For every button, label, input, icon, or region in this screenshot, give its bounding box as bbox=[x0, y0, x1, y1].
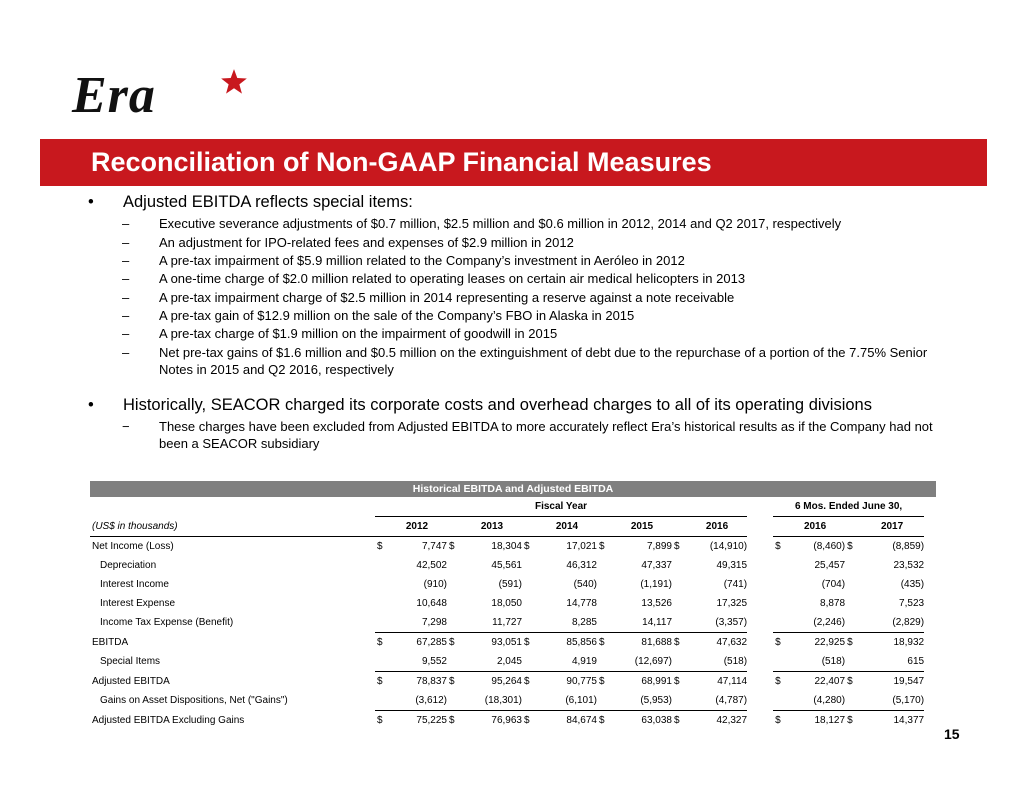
table-cell: (3,357) bbox=[715, 617, 748, 628]
dollar-sign bbox=[672, 691, 687, 711]
six-months-header: 6 Mos. Ended June 30, bbox=[773, 497, 924, 517]
bullet-text: Historically, SEACOR charged its corporate costs and overhead charges to all of its operating divisions bbox=[123, 396, 872, 414]
table-cell: 13,526 bbox=[641, 598, 672, 609]
dollar-sign: $ bbox=[672, 633, 687, 653]
dollar-sign: $ bbox=[845, 633, 860, 653]
era-logo-text: Era bbox=[72, 67, 156, 124]
table-cell: 22,407 bbox=[785, 672, 845, 692]
table-cell: 63,038 bbox=[612, 711, 672, 731]
table-cell: 14,377 bbox=[860, 711, 924, 731]
table-row bbox=[90, 537, 936, 557]
table-cell: (4,787) bbox=[715, 695, 748, 706]
dollar-sign bbox=[672, 652, 687, 672]
row-label: Special Items bbox=[100, 656, 161, 668]
sub-bullet-text: An adjustment for IPO-related fees and expenses of $2.9 million in 2012 bbox=[159, 235, 574, 250]
sub-bullet-text: Executive severance adjustments of $0.7 million, $2.5 million and $0.6 million in 2012, 2014 and Q2 2017, respectively bbox=[159, 216, 842, 231]
column-gap bbox=[747, 556, 773, 575]
sub-bullet-dash: − bbox=[122, 419, 130, 434]
dollar-sign: $ bbox=[524, 541, 530, 552]
table-cell: 18,932 bbox=[860, 633, 924, 653]
column-gap bbox=[924, 633, 936, 653]
sub-bullet-dash: – bbox=[122, 271, 130, 286]
table-cell: 95,264 bbox=[462, 672, 522, 692]
table-row bbox=[90, 652, 936, 672]
dollar-sign: $ bbox=[522, 711, 537, 731]
half-year-header: 2017 bbox=[860, 517, 924, 537]
dollar-sign: $ bbox=[773, 711, 785, 731]
dollar-sign bbox=[672, 556, 687, 575]
row-label: Gains on Asset Dispositions, Net ("Gains") bbox=[100, 695, 288, 707]
year-header: 2012 bbox=[387, 517, 447, 537]
table-cell: 8,878 bbox=[820, 598, 846, 609]
table-cell: 7,747 bbox=[421, 541, 447, 552]
dollar-sign bbox=[672, 575, 687, 594]
sub-bullet-text: Net pre-tax gains of $1.6 million and $0.5 million on the extinguishment of debt due to the repurchase of a portion of the 7.75% Senior Notes in 2015 and Q2 2016, respectively bbox=[159, 345, 928, 377]
table-title: Historical EBITDA and Adjusted EBITDA bbox=[90, 481, 936, 497]
table-cell: 22,925 bbox=[785, 633, 845, 653]
table-cell: (1,191) bbox=[640, 579, 672, 590]
ebitda-table bbox=[90, 481, 936, 730]
table-cell: 18,127 bbox=[785, 711, 845, 731]
row-label: EBITDA bbox=[92, 636, 129, 648]
table-cell: 25,457 bbox=[814, 560, 846, 571]
dollar-sign bbox=[597, 575, 612, 594]
dollar-sign: $ bbox=[522, 672, 537, 692]
row-label: Adjusted EBITDA Excluding Gains bbox=[92, 714, 245, 726]
dollar-sign: $ bbox=[674, 541, 680, 552]
dollar-sign: $ bbox=[845, 672, 860, 692]
table-cell: (2,246) bbox=[813, 617, 846, 628]
column-gap bbox=[924, 556, 936, 575]
sub-bullet-dash: – bbox=[122, 345, 130, 360]
dollar-sign: $ bbox=[773, 633, 785, 653]
dollar-sign bbox=[375, 691, 387, 711]
dollar-sign bbox=[845, 613, 860, 633]
half-year-header: 2016 bbox=[785, 517, 845, 537]
sub-bullet-dash: – bbox=[122, 235, 130, 250]
table-cell: (8,460) bbox=[813, 541, 846, 552]
column-gap bbox=[924, 594, 936, 613]
bullet-dot: • bbox=[88, 193, 94, 211]
table-cell: 11,727 bbox=[492, 617, 522, 628]
dollar-sign bbox=[522, 652, 537, 672]
table-cell: 9,552 bbox=[421, 656, 447, 667]
column-gap bbox=[747, 691, 773, 711]
table-header-row bbox=[90, 497, 936, 517]
dollar-sign: $ bbox=[845, 711, 860, 731]
dollar-sign bbox=[375, 613, 387, 633]
dollar-sign: $ bbox=[847, 541, 853, 552]
table-cell: 90,775 bbox=[537, 672, 597, 692]
page-title: Reconciliation of Non-GAAP Financial Measures bbox=[91, 147, 712, 177]
table-header-row bbox=[90, 517, 936, 537]
column-gap bbox=[924, 691, 936, 711]
dollar-sign bbox=[522, 594, 537, 613]
year-header: 2016 bbox=[687, 517, 747, 537]
year-header: 2014 bbox=[537, 517, 597, 537]
table-cell: 47,114 bbox=[687, 672, 747, 692]
table-cell: (3,612) bbox=[415, 695, 447, 706]
dollar-sign bbox=[447, 652, 462, 672]
dollar-sign bbox=[773, 594, 785, 613]
table-cell: 17,325 bbox=[716, 598, 748, 609]
table-cell: 10,648 bbox=[416, 598, 447, 609]
year-header: 2015 bbox=[612, 517, 672, 537]
table-row bbox=[90, 711, 936, 731]
dollar-sign bbox=[375, 556, 387, 575]
table-cell: 85,856 bbox=[537, 633, 597, 653]
column-gap bbox=[747, 633, 773, 653]
dollar-sign bbox=[522, 613, 537, 633]
dollar-sign: $ bbox=[377, 541, 383, 552]
row-label: Adjusted EBITDA bbox=[92, 675, 170, 687]
table-cell: 45,561 bbox=[491, 560, 522, 571]
table-cell: 47,632 bbox=[687, 633, 747, 653]
table-cell: 49,315 bbox=[716, 560, 748, 571]
dollar-sign bbox=[597, 652, 612, 672]
sub-bullet-dash: – bbox=[122, 326, 130, 341]
dollar-sign bbox=[845, 594, 860, 613]
dollar-sign bbox=[597, 691, 612, 711]
sub-bullet-dash: – bbox=[122, 253, 130, 268]
column-gap bbox=[924, 711, 936, 731]
table-cell: 8,285 bbox=[571, 617, 597, 628]
dollar-sign bbox=[845, 691, 860, 711]
table-cell: (2,829) bbox=[892, 617, 925, 628]
column-gap bbox=[924, 537, 936, 557]
table-cell: (518) bbox=[723, 656, 748, 667]
row-label: Net Income (Loss) bbox=[92, 541, 174, 552]
table-row bbox=[90, 691, 936, 711]
column-gap bbox=[924, 575, 936, 594]
row-label: Depreciation bbox=[100, 560, 157, 571]
era-logo bbox=[72, 66, 252, 126]
table-cell: 76,963 bbox=[462, 711, 522, 731]
dollar-sign bbox=[447, 594, 462, 613]
table-cell: (518) bbox=[821, 656, 846, 667]
dollar-sign bbox=[447, 691, 462, 711]
table-cell: (4,280) bbox=[813, 695, 846, 706]
table-cell: 18,304 bbox=[491, 541, 522, 552]
dollar-sign: $ bbox=[672, 672, 687, 692]
column-gap bbox=[924, 672, 936, 692]
table-cell: (910) bbox=[423, 579, 447, 590]
dollar-sign bbox=[845, 652, 860, 672]
sub-bullet-dash: – bbox=[122, 290, 130, 305]
table-cell: (5,170) bbox=[892, 695, 925, 706]
table-cell: 14,117 bbox=[642, 617, 672, 628]
dollar-sign bbox=[375, 575, 387, 594]
bullet-text: Adjusted EBITDA reflects special items: bbox=[123, 193, 413, 211]
column-gap bbox=[747, 613, 773, 633]
sub-bullet-dash: – bbox=[122, 216, 130, 231]
table-cell: (8,859) bbox=[892, 541, 925, 552]
table-row bbox=[90, 613, 936, 633]
sub-bullet-text: A pre-tax impairment of $5.9 million related to the Company’s investment in Aeróleo in 2012 bbox=[159, 253, 685, 268]
dollar-sign: $ bbox=[375, 672, 387, 692]
dollar-sign bbox=[773, 556, 785, 575]
table-cell: (5,953) bbox=[640, 695, 672, 706]
column-gap bbox=[924, 613, 936, 633]
dollar-sign bbox=[375, 594, 387, 613]
bullet-dot: • bbox=[88, 396, 94, 414]
dollar-sign: $ bbox=[447, 672, 462, 692]
table-cell: 615 bbox=[907, 656, 925, 667]
column-gap bbox=[924, 652, 936, 672]
table-cell: 7,523 bbox=[899, 598, 925, 609]
dollar-sign: $ bbox=[449, 541, 455, 552]
table-cell: (12,697) bbox=[634, 656, 672, 667]
sub-bullet-text: A pre-tax charge of $1.9 million on the impairment of goodwill in 2015 bbox=[159, 326, 558, 341]
sub-bullet-text: A pre-tax impairment charge of $2.5 million in 2014 representing a reserve against a note receivable bbox=[159, 290, 735, 305]
dollar-sign bbox=[672, 613, 687, 633]
table-row bbox=[90, 633, 936, 653]
dollar-sign bbox=[773, 652, 785, 672]
dollar-sign: $ bbox=[597, 633, 612, 653]
table-row bbox=[90, 556, 936, 575]
units-label: (US$ in thousands) bbox=[90, 517, 375, 537]
dollar-sign: $ bbox=[447, 711, 462, 731]
table-row bbox=[90, 672, 936, 692]
table-cell: 7,298 bbox=[421, 617, 447, 628]
column-gap bbox=[747, 672, 773, 692]
dollar-sign: $ bbox=[447, 633, 462, 653]
table-cell: 23,532 bbox=[893, 560, 925, 571]
dollar-sign bbox=[597, 594, 612, 613]
table-cell: 93,051 bbox=[462, 633, 522, 653]
dollar-sign bbox=[522, 556, 537, 575]
dollar-sign: $ bbox=[375, 711, 387, 731]
ebitda-data-table bbox=[90, 497, 936, 730]
dollar-sign bbox=[773, 575, 785, 594]
table-cell: 14,778 bbox=[566, 598, 597, 609]
column-gap bbox=[747, 711, 773, 731]
table-cell: (14,910) bbox=[709, 541, 748, 552]
row-label: Interest Expense bbox=[100, 598, 176, 609]
table-cell: 18,050 bbox=[491, 598, 522, 609]
column-gap bbox=[747, 652, 773, 672]
sub-bullet-text: These charges have been excluded from Adjusted EBITDA to more accurately reflect Era’s historical results as if the Company had not been a SEACOR subsidiary bbox=[159, 419, 933, 451]
table-cell: 75,225 bbox=[387, 711, 447, 731]
year-header: 2013 bbox=[462, 517, 522, 537]
dollar-sign: $ bbox=[597, 672, 612, 692]
table-cell: 47,337 bbox=[641, 560, 672, 571]
table-cell: 2,045 bbox=[496, 656, 522, 667]
dollar-sign bbox=[447, 556, 462, 575]
row-label: Income Tax Expense (Benefit) bbox=[100, 617, 234, 629]
dollar-sign bbox=[522, 575, 537, 594]
table-row bbox=[90, 594, 936, 613]
table-cell: 7,899 bbox=[646, 541, 672, 552]
dollar-sign bbox=[447, 613, 462, 633]
fiscal-year-header: Fiscal Year bbox=[375, 497, 747, 517]
dollar-sign: $ bbox=[773, 672, 785, 692]
dollar-sign bbox=[522, 691, 537, 711]
dollar-sign: $ bbox=[672, 711, 687, 731]
table-cell: (704) bbox=[821, 579, 846, 590]
row-label: Interest Income bbox=[100, 579, 169, 590]
sub-bullet-text: A one-time charge of $2.0 million related to operating leases on certain air medical helicopters in 2013 bbox=[159, 271, 746, 286]
table-cell: (741) bbox=[723, 579, 748, 590]
table-cell: 78,837 bbox=[387, 672, 447, 692]
dollar-sign bbox=[375, 652, 387, 672]
dollar-sign bbox=[672, 594, 687, 613]
table-cell: (18,301) bbox=[484, 695, 522, 706]
dollar-sign bbox=[447, 575, 462, 594]
title-banner bbox=[40, 139, 987, 186]
table-cell: 46,312 bbox=[566, 560, 597, 571]
dollar-sign: $ bbox=[522, 633, 537, 653]
table-cell: 84,674 bbox=[537, 711, 597, 731]
table-cell: (435) bbox=[900, 579, 925, 590]
dollar-sign bbox=[597, 613, 612, 633]
table-cell: 67,285 bbox=[387, 633, 447, 653]
column-gap bbox=[747, 537, 773, 557]
dollar-sign: $ bbox=[597, 711, 612, 731]
dollar-sign bbox=[597, 556, 612, 575]
table-row bbox=[90, 575, 936, 594]
table-cell: (591) bbox=[498, 579, 522, 590]
sub-bullet-text: A pre-tax gain of $12.9 million on the sale of the Company’s FBO in Alaska in 2015 bbox=[159, 308, 635, 323]
dollar-sign bbox=[773, 691, 785, 711]
dollar-sign bbox=[845, 556, 860, 575]
table-cell: 19,547 bbox=[860, 672, 924, 692]
star-icon bbox=[220, 68, 248, 96]
table-cell: 17,021 bbox=[566, 541, 597, 552]
dollar-sign bbox=[845, 575, 860, 594]
dollar-sign: $ bbox=[375, 633, 387, 653]
column-gap bbox=[747, 594, 773, 613]
page-number: 15 bbox=[944, 726, 960, 742]
table-cell: 42,502 bbox=[416, 560, 447, 571]
dollar-sign: $ bbox=[599, 541, 605, 552]
table-cell: 42,327 bbox=[687, 711, 747, 731]
column-gap bbox=[747, 575, 773, 594]
table-cell: 4,919 bbox=[571, 656, 597, 667]
dollar-sign: $ bbox=[775, 541, 781, 552]
sub-bullet-dash: – bbox=[122, 308, 130, 323]
table-cell: 68,991 bbox=[612, 672, 672, 692]
dollar-sign bbox=[773, 613, 785, 633]
table-cell: (540) bbox=[573, 579, 597, 590]
table-cell: 81,688 bbox=[612, 633, 672, 653]
table-cell: (6,101) bbox=[565, 695, 597, 706]
